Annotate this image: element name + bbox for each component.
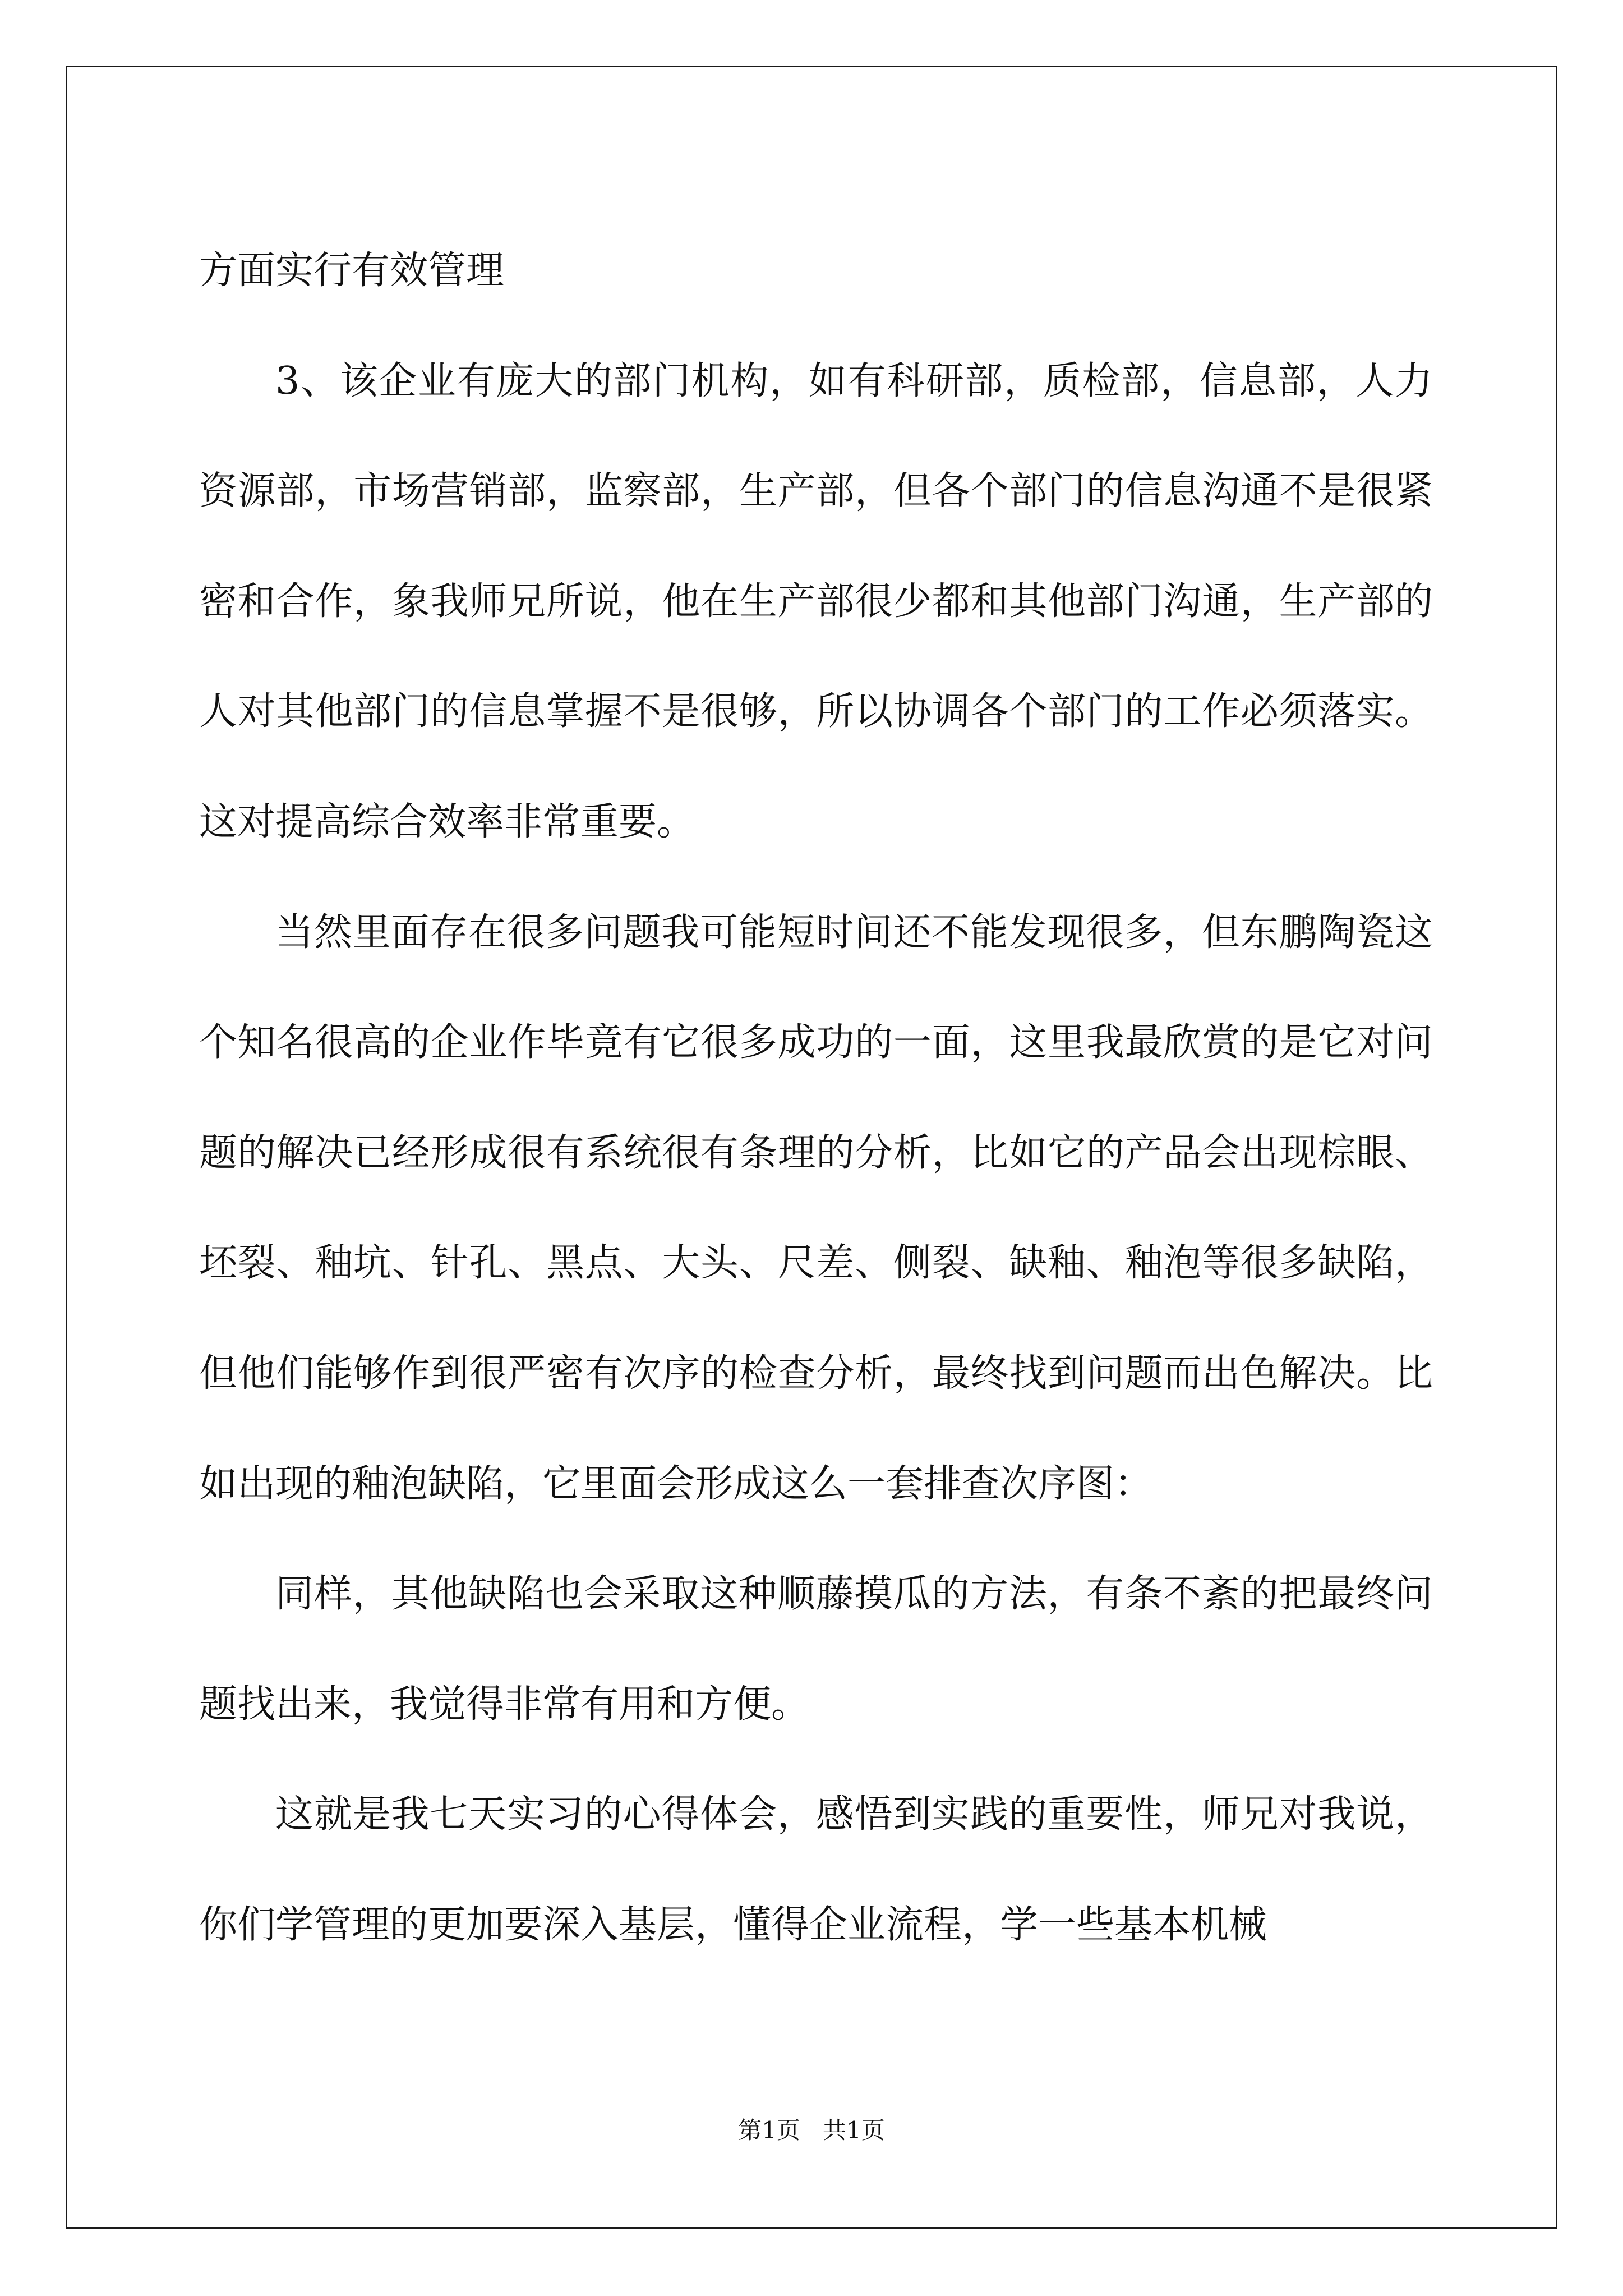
paragraph-other-defects: 同样，其他缺陷也会采取这种顺藤摸瓜的方法，有条不紊的把最终问题找出来，我觉得非常有用和方便。 xyxy=(199,1572,1433,1727)
page-footer xyxy=(0,2112,1623,2146)
page-total: 共1页 xyxy=(823,2116,885,2144)
page-number: 第1页 xyxy=(738,2116,800,2144)
paragraph-continuation: 方面实行有效管理 xyxy=(199,249,505,293)
paragraph-problem-analysis: 当然里面存在很多问题我可能短时间还不能发现很多，但东鹏陶瓷这个知名很高的企业作毕竟有它很多成功的一面，这里我最欣赏的是它对问题的解决已经形成很有系统很有条理的分析，比如它的产品会出现棕眼、坯裂、釉坑、针孔、黑点、大头、尺差、侧裂、缺釉、釉泡等很多缺陷，但他们能够作到很严密有次序的检查分析，最终找到问题而出色解决。比如出现的釉泡缺陷，它里面会形成这么一套排查次序图： xyxy=(199,910,1433,1506)
paragraph-conclusion: 这就是我七天实习的心得体会，感悟到实践的重要性，师兄对我说，你们学管理的更加要深入基层，懂得企业流程，学一些基本机械 xyxy=(199,1792,1433,1947)
footer-spacer xyxy=(800,2116,823,2144)
document-body xyxy=(199,216,1433,1981)
paragraph-departments: 3、该企业有庞大的部门机构，如有科研部，质检部，信息部，人力资源部，市场营销部，监察部，生产部，但各个部门的信息沟通不是很紧密和合作，象我师兄所说，他在生产部很少都和其他部门沟通，生产部的人对其他部门的信息掌握不是很够，所以协调各个部门的工作必须落实。这对提高综合效率非常重要。 xyxy=(199,358,1433,844)
